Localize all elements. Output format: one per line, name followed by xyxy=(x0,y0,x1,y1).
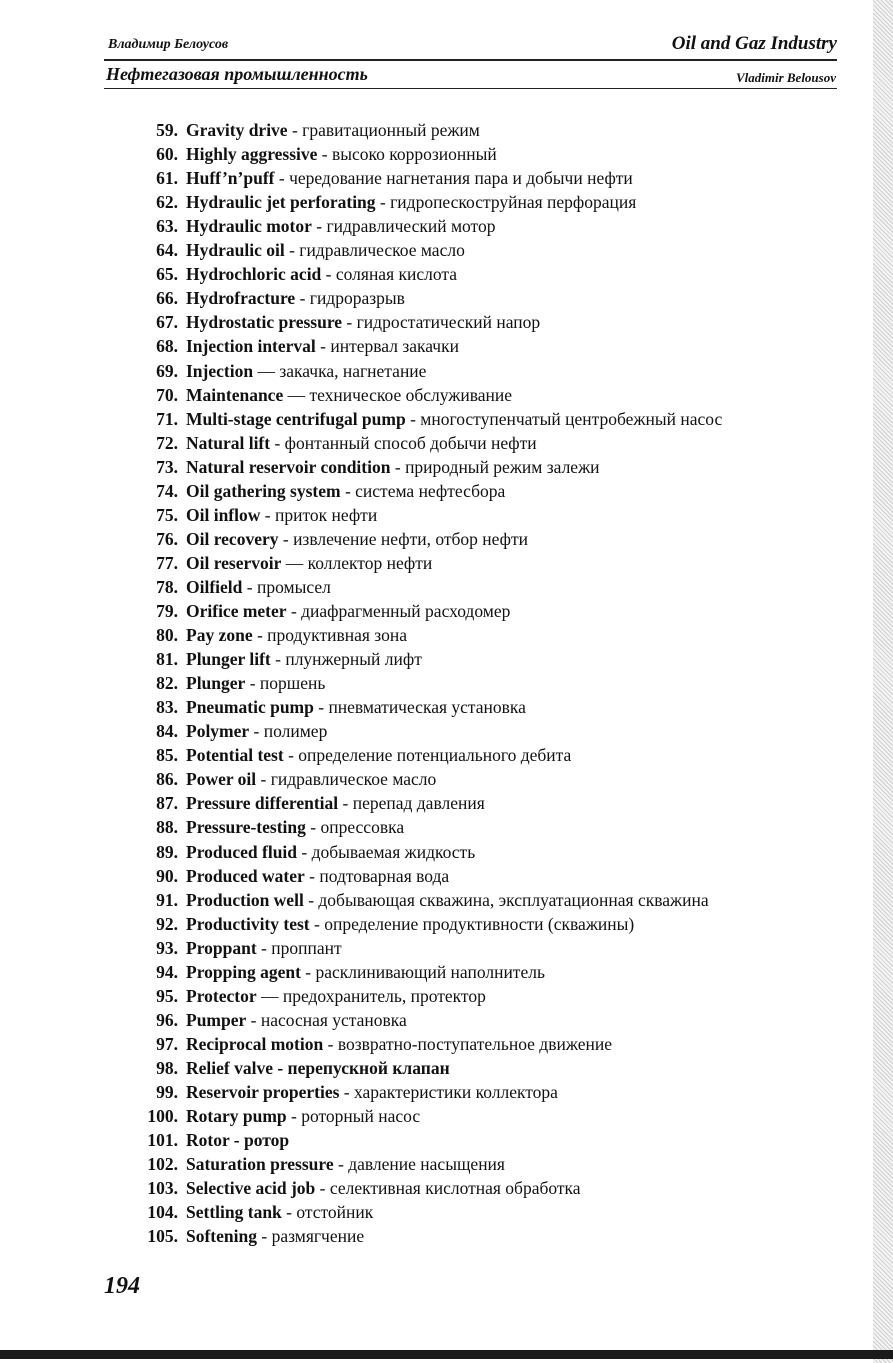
entry-separator: - xyxy=(317,144,332,165)
entry-number: 76. xyxy=(156,528,178,549)
entry-term: Production well xyxy=(186,889,304,910)
entry-text xyxy=(186,262,457,286)
entry-separator: — xyxy=(283,384,310,405)
entry-text xyxy=(186,575,331,599)
entry-text xyxy=(186,527,528,551)
entry-definition: фонтанный способ добычи нефти xyxy=(284,432,537,453)
entry-text xyxy=(186,623,407,647)
entry-number: 66. xyxy=(156,288,178,309)
entry-definition: коллектор нефти xyxy=(307,552,433,573)
entry-term: Hydrochloric acid xyxy=(186,264,322,285)
header-rule-top xyxy=(104,59,837,61)
entry-number: 79. xyxy=(156,601,178,621)
entry-text xyxy=(186,1104,420,1128)
entry-number: 75. xyxy=(156,504,178,525)
entry-term: Settling tank xyxy=(186,1202,282,1223)
entry-text xyxy=(186,334,459,358)
entry-term: Hydraulic motor xyxy=(186,216,312,237)
entry-definition: размягчение xyxy=(271,1226,365,1247)
entry-definition: опрессовка xyxy=(320,817,405,838)
entry-separator: - xyxy=(256,769,271,790)
entry-term: Protector xyxy=(186,985,257,1006)
entry-term: Pressure-testing xyxy=(186,817,306,838)
entry-definition: многоступенчатый центробежный насос xyxy=(420,408,723,429)
entry-separator: - xyxy=(281,1202,297,1223)
entry-number: 85. xyxy=(156,745,178,766)
entry-number: 105. xyxy=(147,1226,178,1247)
entry-definition: техническое обслуживание xyxy=(309,384,513,405)
entry-separator: - xyxy=(278,528,294,549)
entry-term: Hydraulic oil xyxy=(186,240,285,261)
entry-separator: - xyxy=(338,793,353,814)
entry-number: 95. xyxy=(156,985,178,1006)
entry-text xyxy=(186,912,634,936)
entry-term: Pay zone xyxy=(186,625,253,646)
entry-term: Pumper xyxy=(186,1009,247,1030)
entry-text xyxy=(186,310,540,334)
entry-term: Multi-stage centrifugal pump xyxy=(186,408,406,429)
entry-number: 84. xyxy=(156,721,178,742)
entry-term: Potential test xyxy=(186,745,284,766)
entry-definition: добываемая жидкость xyxy=(311,841,476,862)
entry-text xyxy=(186,1176,581,1200)
entry-separator: - xyxy=(323,1033,338,1054)
entry-separator: - xyxy=(405,408,421,429)
entry-definition: предохранитель, протектор xyxy=(282,985,486,1006)
entry-text xyxy=(186,383,512,407)
entry-term: Hydraulic jet perforating xyxy=(186,192,376,213)
entry-number: 81. xyxy=(156,649,178,670)
entry-definition: расклинивающий наполнитель xyxy=(315,961,545,982)
entry-term: Oil recovery xyxy=(186,528,279,549)
entry-separator: - xyxy=(311,216,327,237)
entry-text xyxy=(186,190,636,214)
entry-definition: промысел xyxy=(256,576,331,597)
entry-number: 60. xyxy=(156,144,178,165)
entry-term: Maintenance xyxy=(186,384,284,405)
entry-term: Gravity drive xyxy=(186,120,288,140)
entry-text xyxy=(186,647,422,671)
entry-number: 82. xyxy=(156,673,178,694)
entry-separator: - xyxy=(342,312,357,333)
entry-definition: продуктивная зона xyxy=(267,625,407,646)
entry-text xyxy=(186,1152,505,1176)
entry-number: 93. xyxy=(156,937,178,958)
entry-number: 83. xyxy=(156,697,178,718)
entry-separator: - xyxy=(333,1154,349,1175)
entry-definition: насосная установка xyxy=(260,1009,407,1030)
entry-text xyxy=(186,359,426,383)
entry-term: Polymer xyxy=(186,721,250,742)
entry-term: Pressure differential xyxy=(186,793,339,814)
entry-separator: - xyxy=(274,168,290,189)
entry-separator: - xyxy=(300,961,316,982)
entry-definition: возвратно-поступательное движение xyxy=(337,1033,612,1054)
entry-text xyxy=(186,503,377,527)
entry-term: Oil inflow xyxy=(186,504,261,525)
entry-term: Rotor - ротор xyxy=(186,1130,290,1151)
entry-text xyxy=(186,743,571,767)
entry-separator: - xyxy=(283,745,299,766)
entry-definition: гравитационный режим xyxy=(302,120,480,140)
entry-number: 99. xyxy=(156,1082,178,1102)
entry-separator: - xyxy=(313,697,329,718)
entry-term: Natural reservoir condition xyxy=(186,456,391,477)
entry-term: Produced fluid xyxy=(186,841,298,862)
entry-term: Proppant xyxy=(186,937,257,958)
entry-separator: — xyxy=(281,552,308,573)
entry-number: 101. xyxy=(147,1130,178,1151)
entry-term: Hydrostatic pressure xyxy=(186,312,343,333)
entry-separator: - xyxy=(339,1082,354,1102)
entry-separator: - xyxy=(252,625,268,646)
entry-text xyxy=(186,1032,612,1056)
entry-number: 98. xyxy=(156,1057,178,1078)
entry-term: Natural lift xyxy=(186,432,271,453)
entry-definition: гидростатический напор xyxy=(356,312,541,333)
entry-text xyxy=(186,695,526,719)
entry-text xyxy=(186,238,465,262)
entry-number: 89. xyxy=(156,841,178,862)
entry-text xyxy=(186,455,600,479)
header-title-en: Oil and Gaz Industry xyxy=(671,33,837,54)
entry-separator: — xyxy=(256,985,283,1006)
entry-number: 102. xyxy=(147,1154,178,1175)
header-author-en: Vladimir Belousov xyxy=(735,70,836,85)
entry-text xyxy=(186,984,486,1008)
entry-separator: - xyxy=(249,721,264,742)
entry-text xyxy=(186,671,325,695)
entry-number: 90. xyxy=(156,865,178,886)
entry-number: 71. xyxy=(156,408,178,429)
entry-definition: приток нефти xyxy=(274,504,378,525)
entry-text xyxy=(186,840,475,864)
entry-separator: - xyxy=(321,264,336,285)
entry-text xyxy=(186,286,405,310)
entry-term: Saturation pressure xyxy=(186,1154,334,1175)
entry-number: 103. xyxy=(147,1178,178,1199)
entry-separator: - xyxy=(297,841,312,862)
entry-separator: - xyxy=(304,865,320,886)
entry-separator: - xyxy=(295,288,310,309)
entry-term: Productivity test xyxy=(186,913,310,934)
entry-term: Power oil xyxy=(186,769,257,790)
entry-text xyxy=(186,936,342,960)
entry-number: 88. xyxy=(156,817,178,838)
entry-number: 61. xyxy=(156,168,178,189)
entry-definition: система нефтесбора xyxy=(355,480,506,501)
entry-text xyxy=(186,1080,558,1104)
entry-number: 86. xyxy=(156,769,178,790)
entry-definition: пневматическая установка xyxy=(328,697,526,718)
entry-separator: - xyxy=(305,817,321,838)
entry-text xyxy=(186,815,404,839)
entry-definition: гидравлическое масло xyxy=(270,769,437,790)
entry-definition: роторный насос xyxy=(301,1106,421,1127)
entry-text xyxy=(186,166,633,190)
entry-term: Rotary pump xyxy=(186,1106,287,1127)
entry-term: Plunger lift xyxy=(186,649,271,670)
entry-definition: природный режим залежи xyxy=(405,456,600,477)
entry-number: 91. xyxy=(156,889,178,910)
entry-separator: - xyxy=(256,1226,272,1247)
entry-text xyxy=(186,1128,289,1152)
entry-term: Reservoir properties xyxy=(186,1082,340,1102)
entry-term: Propping agent xyxy=(186,961,301,982)
entry-definition: чередование нагнетания пара и добычи нефти xyxy=(289,168,633,189)
entry-text xyxy=(186,407,722,431)
entry-text xyxy=(186,431,537,455)
entry-number: 94. xyxy=(156,961,178,982)
entry-definition: определение продуктивности (скважины) xyxy=(324,913,635,934)
entry-separator: — xyxy=(253,360,280,381)
entry-definition: определение потенциального дебита xyxy=(298,745,572,766)
entry-term: Softening xyxy=(186,1226,257,1247)
entry-definition: извлечение нефти, отбор нефти xyxy=(293,528,528,549)
entry-text xyxy=(186,142,497,166)
entry-definition: поршень xyxy=(259,673,326,694)
entry-definition: высоко коррозионный xyxy=(332,144,497,165)
entry-term: Injection xyxy=(186,360,254,381)
entry-term: Huff’n’puff xyxy=(186,168,275,189)
entry-number: 70. xyxy=(156,384,178,405)
entry-definition: отстойник xyxy=(296,1202,374,1223)
entry-term: Pneumatic pump xyxy=(186,697,314,718)
entry-number: 72. xyxy=(156,432,178,453)
entry-separator: - xyxy=(246,1009,261,1030)
header-title-ru: Нефтегазовая промышленность xyxy=(106,64,368,84)
entry-definition: давление насыщения xyxy=(348,1154,505,1175)
entry-number: 80. xyxy=(156,625,178,646)
entry-term: Oil reservoir xyxy=(186,552,282,573)
entry-separator: - xyxy=(242,576,257,597)
page-edge-shadow xyxy=(873,0,893,1363)
entry-separator: - xyxy=(286,1106,302,1127)
entry-number: 68. xyxy=(156,336,178,357)
entry-text xyxy=(186,118,480,142)
entry-definition: перепад давления xyxy=(352,793,485,814)
entry-number: 96. xyxy=(156,1009,178,1030)
entry-text xyxy=(186,599,510,623)
entry-number: 59. xyxy=(156,120,178,140)
entry-number: 65. xyxy=(156,264,178,285)
header-rule-bottom xyxy=(104,88,837,89)
entry-number: 87. xyxy=(156,793,178,814)
entry-number: 69. xyxy=(156,360,178,381)
entry-number: 74. xyxy=(156,480,178,501)
entry-definition: добывающая скважина, эксплуатационная скважина xyxy=(318,889,709,910)
entry-text xyxy=(186,479,505,503)
entry-definition: гидравлическое масло xyxy=(299,240,465,261)
entry-term: Injection interval xyxy=(186,336,316,357)
entry-number: 92. xyxy=(156,913,178,934)
entry-term: Reciprocal motion xyxy=(186,1033,324,1054)
entry-text xyxy=(186,960,545,984)
entry-separator: - xyxy=(390,456,406,477)
entry-separator: - xyxy=(260,504,275,525)
entry-term: Hydrofracture xyxy=(186,288,296,309)
entry-definition: интервал закачки xyxy=(330,336,459,357)
entry-term: Oil gathering system xyxy=(186,480,341,501)
entry-text xyxy=(186,791,485,815)
entry-term: Orifice meter xyxy=(186,601,287,621)
entry-number: 77. xyxy=(156,552,178,573)
entry-definition: соляная кислота xyxy=(335,264,458,285)
entry-text xyxy=(186,1200,373,1224)
entry-text xyxy=(186,551,432,575)
entry-definition: характеристики коллектора xyxy=(354,1082,558,1102)
entry-separator: - xyxy=(315,1178,330,1199)
entry-separator: - xyxy=(270,432,285,453)
entry-term: Produced water xyxy=(186,865,305,886)
entry-definition: подтоварная вода xyxy=(319,865,450,886)
entry-term: Relief valve - перепускной клапан xyxy=(186,1057,450,1078)
entry-separator: - xyxy=(284,240,300,261)
entry-definition: закачка, нагнетание xyxy=(279,360,427,381)
entry-number: 97. xyxy=(156,1033,178,1054)
entry-definition: диафрагменный расходомер xyxy=(301,601,511,621)
entry-number: 64. xyxy=(156,240,178,261)
entry-number: 100. xyxy=(147,1106,178,1127)
entry-number: 104. xyxy=(147,1202,178,1223)
page-number: 194 xyxy=(104,1273,140,1299)
entry-term: Selective acid job xyxy=(186,1178,316,1199)
entry-definition: гидравлический мотор xyxy=(326,216,496,237)
entry-term: Oilfield xyxy=(186,576,243,597)
entry-term: Highly aggressive xyxy=(186,144,318,165)
entry-number: 78. xyxy=(156,576,178,597)
entry-text xyxy=(186,1008,407,1032)
entry-separator: - xyxy=(256,937,272,958)
entry-text xyxy=(186,719,327,743)
entry-definition: полимер xyxy=(263,721,328,742)
entry-text xyxy=(186,1224,364,1248)
entry-definition: гидропескоструйная перфорация xyxy=(390,192,637,213)
entry-number: 73. xyxy=(156,456,178,477)
entry-separator: - xyxy=(315,336,331,357)
entry-definition: проппант xyxy=(271,937,342,958)
entry-separator: - xyxy=(287,120,303,140)
entry-term: Plunger xyxy=(186,673,246,694)
entry-number: 63. xyxy=(156,216,178,237)
entry-text xyxy=(186,214,495,238)
scan-bottom-border xyxy=(0,1350,893,1359)
entry-text xyxy=(186,767,436,791)
entry-definition: селективная кислотная обработка xyxy=(329,1178,581,1199)
entry-separator: - xyxy=(286,601,302,621)
entry-separator: - xyxy=(270,649,286,670)
entry-separator: - xyxy=(340,480,356,501)
entry-text xyxy=(186,888,709,912)
entry-number: 62. xyxy=(156,192,178,213)
entry-definition: гидроразрыв xyxy=(309,288,405,309)
entry-separator: - xyxy=(245,673,260,694)
entry-text xyxy=(186,864,449,888)
header-author-ru: Владимир Белоусов xyxy=(108,37,229,52)
entry-definition: плунжерный лифт xyxy=(285,649,422,670)
entry-text xyxy=(186,1056,450,1080)
entry-separator: - xyxy=(309,913,325,934)
entry-separator: - xyxy=(375,192,391,213)
entry-number: 67. xyxy=(156,312,178,333)
entry-separator: - xyxy=(303,889,319,910)
